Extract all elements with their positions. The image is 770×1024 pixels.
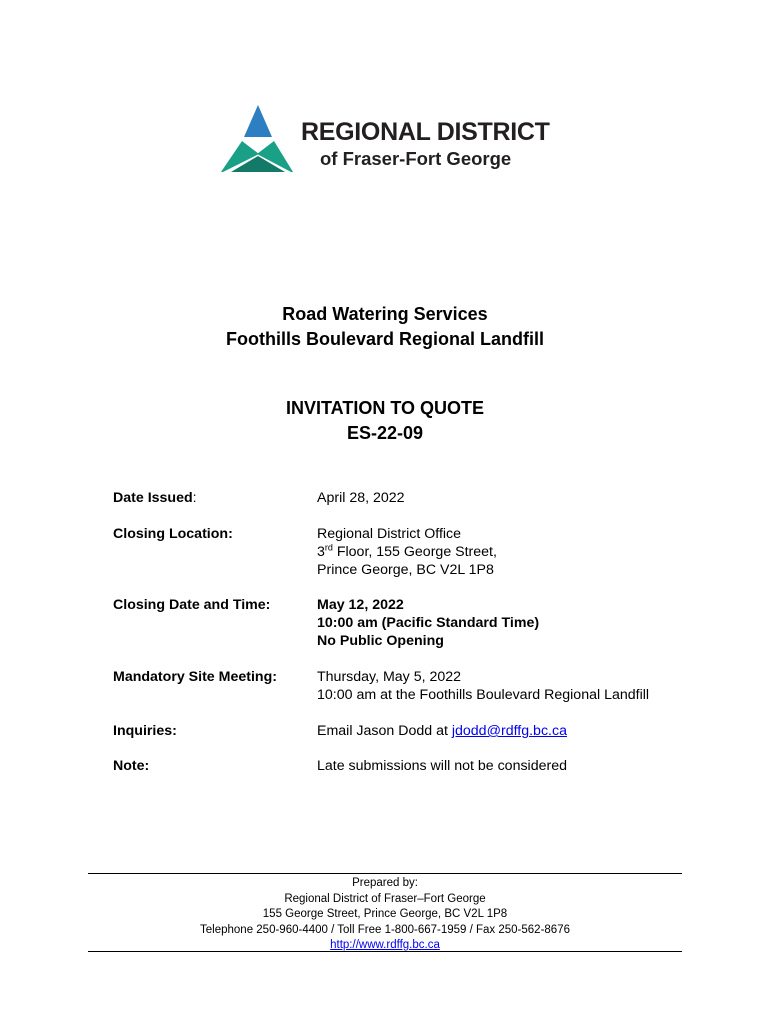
logo-org-name: REGIONAL DISTRICT xyxy=(301,118,550,146)
note-label: Note: xyxy=(113,758,150,774)
note-value: Late submissions will not be considered xyxy=(317,758,567,774)
footer-prepared-by xyxy=(0,876,770,954)
title-line-location: Foothills Boulevard Regional Landfill xyxy=(225,329,544,349)
logo-org-subtitle: of Fraser-Fort George xyxy=(320,148,512,169)
inquiries-email-link[interactable]: jdodd@rdffg.bc.ca xyxy=(451,723,567,739)
site-meeting-label: Mandatory Site Meeting: xyxy=(113,669,277,685)
rdffg-logo-icon xyxy=(219,104,295,174)
closing-location-value: Regional District Office 3rd Floor, 155 George Street, Prince George, BC V2L 1P8 xyxy=(317,526,497,578)
logo-blue-peak xyxy=(244,105,272,137)
inquiries-value: Email Jason Dodd at jdodd@rdffg.bc.ca xyxy=(317,723,567,739)
organization-logo xyxy=(219,104,559,176)
footer-org: Regional District of Fraser–Fort George xyxy=(284,892,486,905)
footer-bottom-rule xyxy=(88,951,682,952)
closing-date-label: Closing Date and Time: xyxy=(113,597,271,613)
footer-top-rule xyxy=(88,873,682,874)
footer-phone: Telephone 250-960-4400 / Toll Free 1-800-667-1959 / Fax 250-562-8676 xyxy=(200,923,570,936)
title-line-service: Road Watering Services xyxy=(282,304,488,324)
site-meeting-value: Thursday, May 5, 2022 10:00 am at the Foothills Boulevard Regional Landfill xyxy=(317,669,650,703)
closing-location-label: Closing Location: xyxy=(113,526,233,542)
date-issued-label: Date Issued: xyxy=(113,490,197,506)
title-line-invitation: INVITATION TO QUOTE xyxy=(286,398,484,418)
footer-prepared-label: Prepared by: xyxy=(352,877,418,889)
document-type xyxy=(0,396,770,446)
document-title xyxy=(0,302,770,352)
footer-website-link[interactable]: http://www.rdffg.bc.ca xyxy=(330,939,440,951)
title-line-reference: ES-22-09 xyxy=(346,423,424,443)
footer-address: 155 George Street, Prince George, BC V2L 1P8 xyxy=(262,908,508,920)
inquiries-label: Inquiries: xyxy=(113,723,177,739)
closing-date-value: May 12, 2022 10:00 am (Pacific Standard Time) No Public Opening xyxy=(317,597,540,649)
date-issued-value: April 28, 2022 xyxy=(317,490,405,506)
